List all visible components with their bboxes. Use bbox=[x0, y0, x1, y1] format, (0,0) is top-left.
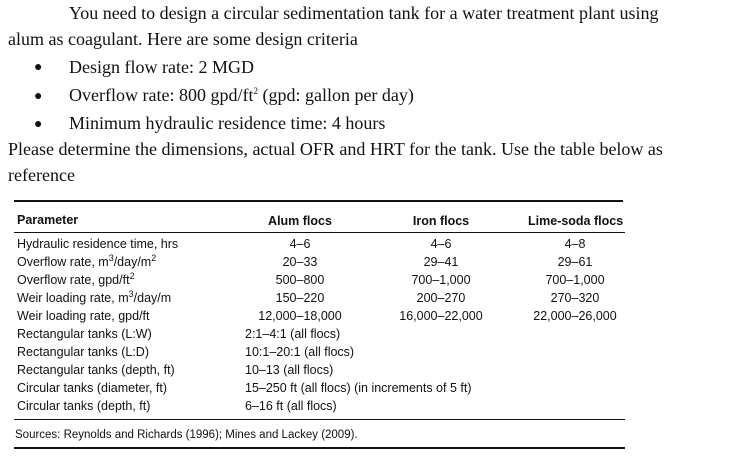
table-row-param: Hydraulic residence time, hrs bbox=[17, 237, 179, 251]
table-cell-lime: 700–1,000 bbox=[545, 273, 605, 287]
table-cell-iron: 200–270 bbox=[416, 291, 466, 305]
table-cell-alum: 150–220 bbox=[275, 291, 325, 305]
table-cell-all-flocs: 2:1–4:1 (all flocs) bbox=[245, 327, 341, 341]
table-cell-lime: 22,000–26,000 bbox=[533, 309, 617, 323]
table-row-param: Overflow rate, gpd/$ft^2$ bbox=[17, 270, 135, 287]
table-cell-alum: 4–6 bbox=[289, 237, 311, 251]
header-alum: Alum flocs bbox=[268, 214, 332, 228]
table-cell-iron: 700–1,000 bbox=[411, 273, 471, 287]
table-cell-alum: 12,000–18,000 bbox=[258, 309, 342, 323]
table-top-rule bbox=[14, 200, 623, 202]
criteria-overflow-rate: Overflow rate: 800 gpd/$ft^2$ (gpd: gallon per day) bbox=[69, 85, 414, 105]
bullet-icon: ● bbox=[34, 89, 43, 104]
table-cell-lime: 4–8 bbox=[564, 237, 586, 251]
table-row-param: Weir loading rate, $m^3/day/m$ bbox=[17, 288, 172, 305]
table-row-param: Weir loading rate, gpd/ft bbox=[17, 309, 150, 323]
intro-line-1: You need to design a circular sedimentation tank for a water treatment plant using bbox=[69, 3, 659, 23]
table-source-note: Sources: Reynolds and Richards (1996); Mines and Lackey (2009). bbox=[15, 429, 358, 441]
table-header-rule bbox=[14, 232, 625, 233]
table-cell-lime: 270–320 bbox=[550, 291, 600, 305]
table-cell-iron: 4–6 bbox=[430, 237, 452, 251]
table-row-param: Circular tanks (diameter, ft) bbox=[17, 381, 168, 395]
table-cell-iron: 16,000–22,000 bbox=[399, 309, 483, 323]
table-cell-lime: 29–61 bbox=[557, 255, 593, 269]
table-row-param: Rectangular tanks (L:D) bbox=[17, 345, 150, 359]
header-lime-soda: Lime-soda flocs bbox=[528, 214, 624, 228]
header-parameter: Parameter bbox=[17, 213, 79, 227]
criteria-hrt: Minimum hydraulic residence time: 4 hours bbox=[69, 113, 386, 133]
table-row-param: Rectangular tanks (depth, ft) bbox=[17, 363, 175, 377]
table-cell-all-flocs: 6–16 ft (all flocs) bbox=[245, 399, 337, 413]
bullet-icon: ● bbox=[34, 60, 43, 75]
header-iron: Iron flocs bbox=[412, 214, 470, 228]
task-line-1: Please determine the dimensions, actual OFR and HRT for the tank. Use the table below as bbox=[8, 139, 663, 159]
table-cell-all-flocs: 15–250 ft (all flocs) (in increments of 5 ft) bbox=[245, 381, 472, 395]
table-cell-alum: 20–33 bbox=[282, 255, 318, 269]
task-line-2: reference bbox=[8, 165, 75, 185]
bullet-icon: ● bbox=[34, 117, 43, 132]
table-cell-all-flocs: 10–13 (all flocs) bbox=[245, 363, 334, 377]
intro-line-2: alum as coagulant. Here are some design criteria bbox=[8, 29, 358, 49]
table-cell-alum: 500–800 bbox=[275, 273, 325, 287]
table-end-rule bbox=[14, 447, 625, 449]
table-row-param: Rectangular tanks (L:W) bbox=[17, 327, 152, 341]
table-bottom-rule bbox=[14, 419, 625, 420]
table-cell-all-flocs: 10:1–20:1 (all flocs) bbox=[245, 345, 355, 359]
table-row-param: Overflow rate, $m^3/day/m^2$ bbox=[17, 252, 157, 269]
table-cell-iron: 29–41 bbox=[423, 255, 459, 269]
table-row-param: Circular tanks (depth, ft) bbox=[17, 399, 151, 413]
criteria-flow-rate: Design flow rate: 2 MGD bbox=[69, 57, 254, 77]
